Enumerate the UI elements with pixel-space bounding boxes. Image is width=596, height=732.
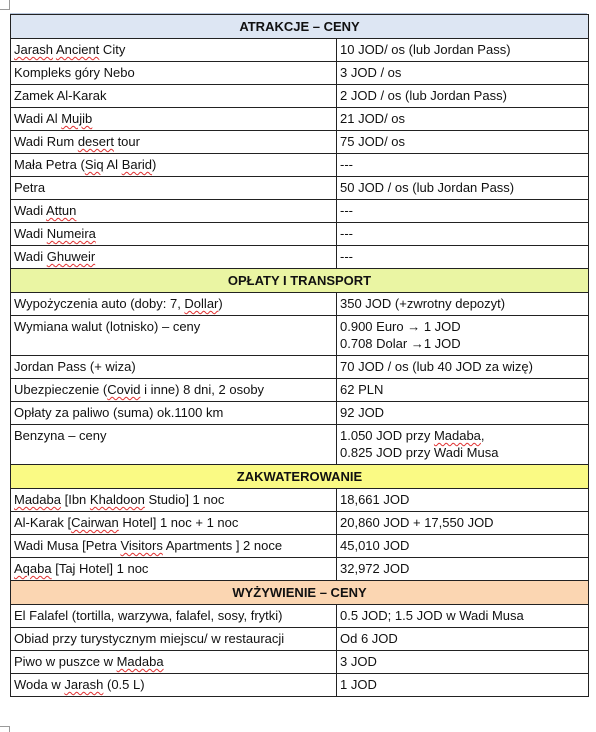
item-price [337,131,589,154]
item-price [337,177,589,200]
item-name-text: Jarash Ancient City [14,42,126,57]
table-row [11,356,589,379]
item-name-text: Wadi Ghuweir [14,249,96,264]
item-price [337,316,589,356]
price-table [10,14,589,697]
item-price [337,674,589,697]
item-name [11,154,337,177]
item-name-text: Wadi Numeira [14,226,96,241]
table-row [11,489,589,512]
item-name-text: Kompleks góry Nebo [14,65,135,80]
item-price-text: --- [340,203,353,218]
table-row [11,200,589,223]
item-price-line-2: 0.708 Dolar →1 JOD [340,336,461,351]
table-row [11,379,589,402]
item-name-text: Woda w Jarash (0.5 L) [14,677,145,692]
item-price-text: 3 JOD / os [340,65,402,80]
item-name [11,39,337,62]
item-price [337,489,589,512]
item-name [11,246,337,269]
item-price-text: 75 JOD/ os [340,134,406,149]
item-name-text: Wadi Al Mujib [14,111,93,126]
table-row [11,246,589,269]
item-price-text: 350 JOD (+zwrotny depozyt) [340,296,506,311]
table-row [11,154,589,177]
item-price-line-2: 0.825 JOD przy Wadi Musa [340,445,499,460]
item-price-text: 62 PLN [340,382,384,397]
item-price [337,246,589,269]
table-row [11,512,589,535]
item-price [337,558,589,581]
item-name [11,512,337,535]
section-title: WYŻYWIENIE – CENY [11,581,589,605]
table-row [11,674,589,697]
item-price-text: 0.5 JOD; 1.5 JOD w Wadi Musa [340,608,524,623]
item-price-text: 2 JOD / os (lub Jordan Pass) [340,88,507,103]
item-name [11,85,337,108]
item-name-text: Wadi Rum desert tour [14,134,140,149]
item-name [11,131,337,154]
price-table-body [11,15,589,697]
item-name [11,177,337,200]
item-price-text: 1.050 JOD przy Madaba, [340,428,485,443]
item-name [11,605,337,628]
section-title: ZAKWATEROWANIE [11,465,589,489]
item-name [11,402,337,425]
item-price [337,628,589,651]
table-row [11,223,589,246]
item-price [337,402,589,425]
item-name [11,316,337,356]
table-row [11,316,589,356]
item-price-text: 1 JOD [340,677,377,692]
item-name [11,558,337,581]
item-name-text: Zamek Al-Karak [14,88,107,103]
section-header-row [11,465,589,489]
item-price-text: 92 JOD [340,405,385,420]
item-price-text: 20,860 JOD + 17,550 JOD [340,515,494,530]
section-header-row [11,15,589,39]
table-row [11,108,589,131]
item-name-text: Wadi Musa [Petra Visitors Apartments ] 2 noce [14,538,283,553]
table-row [11,39,589,62]
item-price-text: --- [340,249,353,264]
item-name-text: Ubezpieczenie (Covid i inne) 8 dni, 2 osoby [14,382,265,397]
table-row [11,85,589,108]
item-price [337,605,589,628]
item-price-text: --- [340,226,353,241]
item-name-text: Petra [14,180,46,195]
item-name-text: Wymiana walut (lotnisko) – ceny [14,319,201,334]
section-header-row [11,269,589,293]
item-price-text: 21 JOD/ os [340,111,406,126]
item-price [337,108,589,131]
table-row [11,402,589,425]
item-price-text: 3 JOD [340,654,377,669]
section-title: OPŁATY I TRANSPORT [11,269,589,293]
item-name-text: Wadi Attun [14,203,77,218]
table-row [11,62,589,85]
item-name [11,379,337,402]
item-price [337,379,589,402]
item-price [337,293,589,316]
item-name [11,293,337,316]
item-name [11,223,337,246]
item-name-text: Obiad przy turystycznym miejscu/ w restauracji [14,631,285,646]
item-name-text: Opłaty za paliwo (suma) ok.1100 km [14,405,224,420]
item-price [337,39,589,62]
item-price [337,512,589,535]
item-name [11,356,337,379]
item-price [337,535,589,558]
item-name-text: Piwo w puszce w Madaba [14,654,164,669]
item-name [11,628,337,651]
item-name-text: Jordan Pass (+ wiza) [14,359,136,374]
item-price-text: 32,972 JOD [340,561,410,576]
item-name-text: Wypożyczenia auto (doby: 7, Dollar) [14,296,223,311]
item-price-text: Od 6 JOD [340,631,398,646]
item-name-text: Al-Karak [Cairwan Hotel] 1 noc + 1 noc [14,515,239,530]
item-name [11,200,337,223]
table-row [11,425,589,465]
item-price [337,85,589,108]
table-row [11,628,589,651]
item-name-text: Mała Petra (Siq Al Barid) [14,157,157,172]
item-price-text: 70 JOD / os (lub 40 JOD za wizę) [340,359,533,374]
item-price [337,356,589,379]
table-row [11,558,589,581]
page-corner-mark-bottom [0,726,10,732]
item-price-text: 18,661 JOD [340,492,410,507]
item-price [337,651,589,674]
item-price-text: 45,010 JOD [340,538,410,553]
item-price [337,425,589,465]
item-name-text: Aqaba [Taj Hotel] 1 noc [14,561,149,576]
item-price-text: 50 JOD / os (lub Jordan Pass) [340,180,515,195]
page-corner-mark-top [0,0,10,10]
item-name [11,535,337,558]
table-row [11,177,589,200]
item-name [11,489,337,512]
item-name-text: El Falafel (tortilla, warzywa, falafel, sosy, frytki) [14,608,283,623]
item-name-text: Madaba [Ibn Khaldoon Studio] 1 noc [14,492,225,507]
table-row [11,293,589,316]
item-price [337,154,589,177]
table-row [11,535,589,558]
item-name [11,651,337,674]
item-price [337,223,589,246]
section-title: ATRAKCJE – CENY [11,15,589,39]
table-row [11,605,589,628]
item-price [337,62,589,85]
table-row [11,651,589,674]
item-name [11,425,337,465]
item-price [337,200,589,223]
table-row [11,131,589,154]
section-header-row [11,581,589,605]
item-name [11,62,337,85]
item-price-text: 10 JOD/ os (lub Jordan Pass) [340,42,511,57]
item-name-text: Benzyna – ceny [14,428,107,443]
item-price-text: --- [340,157,353,172]
item-name [11,108,337,131]
item-price-text: 0.900 Euro → 1 JOD [340,319,461,334]
item-name [11,674,337,697]
